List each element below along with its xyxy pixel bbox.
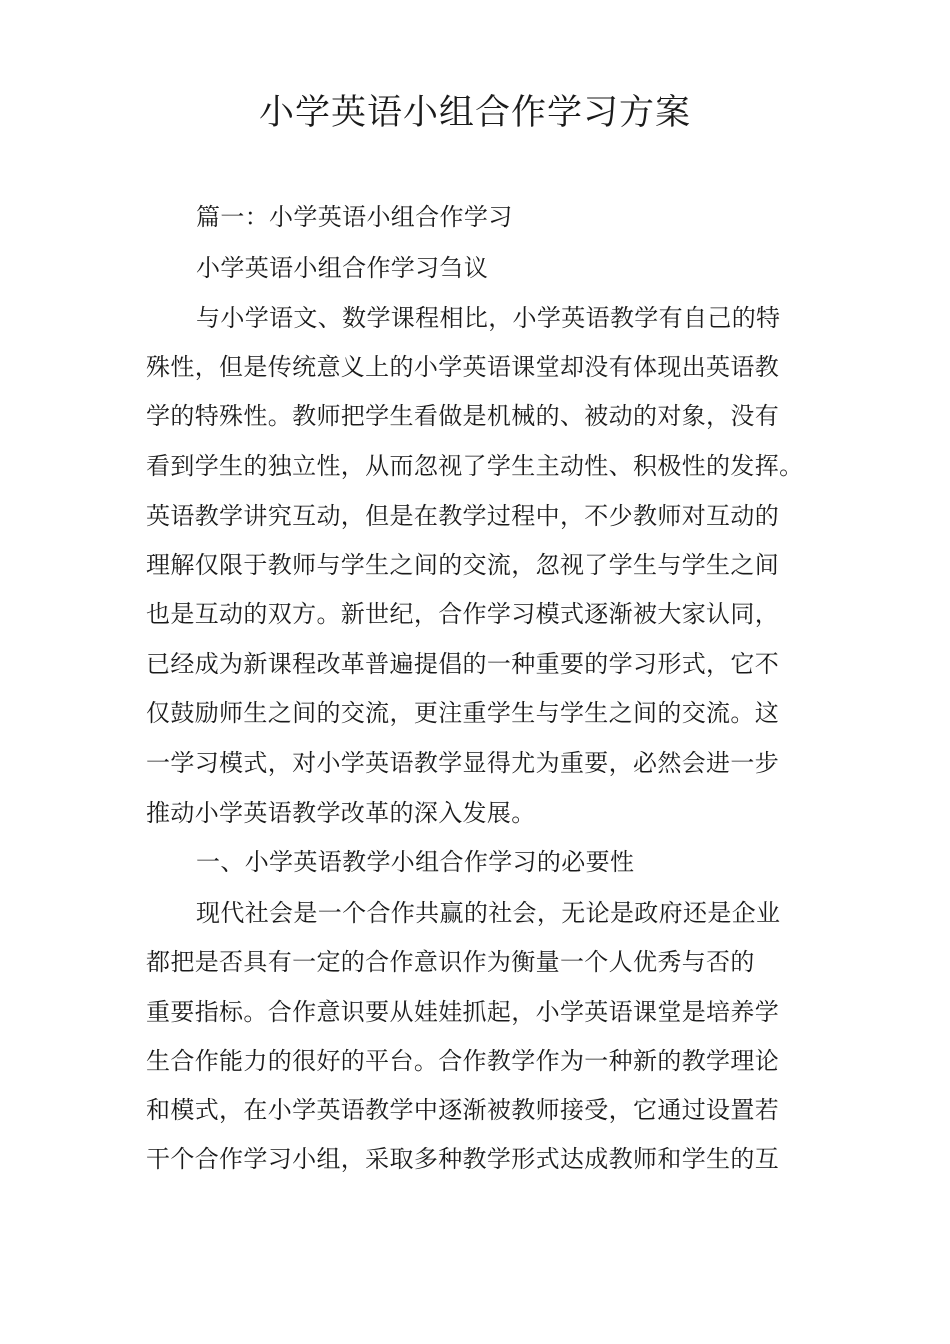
text-line: 都把是否具有一定的合作意识作为衡量一个人优秀与否的 (146, 948, 755, 976)
text-line: 学的特殊性。教师把学生看做是机械的、被动的对象，没有 (146, 402, 780, 430)
text-line: 仅鼓励师生之间的交流，更注重学生与学生之间的交流。这 (146, 699, 780, 727)
text-line: 理解仅限于教师与学生之间的交流，忽视了学生与学生之间 (146, 551, 780, 579)
article-subtitle: 小学英语小组合作学习刍议 (196, 254, 489, 282)
text-line: 重要指标。合作意识要从娃娃抓起，小学英语课堂是培养学 (146, 998, 780, 1026)
text-line: 干个合作学习小组，采取多种教学形式达成教师和学生的互 (146, 1145, 780, 1173)
text-line: 生合作能力的很好的平台。合作教学作为一种新的教学理论 (146, 1047, 780, 1075)
text-line: 也是互动的双方。新世纪，合作学习模式逐渐被大家认同， (146, 600, 780, 628)
text-line: 与小学语文、数学课程相比，小学英语教学有自己的特 (196, 304, 781, 332)
text-line: 推动小学英语教学改革的深入发展。 (146, 799, 536, 827)
text-line: 英语教学讲究互动，但是在教学过程中，不少教师对互动的 (146, 502, 780, 530)
text-line: 和模式，在小学英语教学中逐渐被教师接受，它通过设置若 (146, 1096, 780, 1124)
text-line: 现代社会是一个合作共赢的社会，无论是政府还是企业 (196, 899, 781, 927)
text-line: 一学习模式，对小学英语教学显得尤为重要，必然会进一步 (146, 749, 780, 777)
text-line: 殊性，但是传统意义上的小学英语课堂却没有体现出英语教 (146, 353, 780, 381)
section-heading: 一、小学英语教学小组合作学习的必要性 (196, 848, 635, 876)
document-title: 小学英语小组合作学习方案 (258, 93, 691, 133)
text-line: 已经成为新课程改革普遍提倡的一种重要的学习形式，它不 (146, 650, 780, 678)
text-line: 看到学生的独立性，从而忽视了学生主动性、积极性的发挥。 (146, 452, 804, 480)
section-heading: 篇一：小学英语小组合作学习 (196, 203, 513, 231)
